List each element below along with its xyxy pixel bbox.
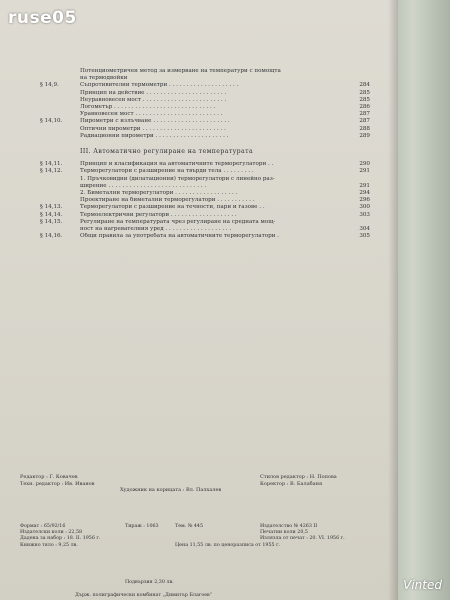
toc-page-number: 305 bbox=[359, 233, 370, 240]
toc-entry bbox=[40, 118, 370, 125]
imprint-cell: Излязла от печат : 20. VI. 1956 г. bbox=[260, 536, 345, 542]
toc-title: Логометър . . . . . . . . . . . . . . . . . . . . . . . . . . . . . bbox=[80, 104, 216, 111]
style-editor: Стилов редактор : Н. Попова bbox=[260, 474, 337, 480]
toc-entry bbox=[40, 219, 370, 226]
toc-page-number: 289 bbox=[359, 132, 370, 139]
imprint-cell: Тем. № 445 bbox=[175, 524, 204, 529]
toc-title: Проектиране на биметални терморегулатори . . . . . . . . . . . bbox=[80, 197, 255, 204]
imprint-cell: Издателство № 4263 II bbox=[260, 524, 318, 529]
toc-title: Общи правила за употребата на автоматичните терморегулатори . bbox=[80, 233, 279, 240]
imprint bbox=[20, 524, 370, 549]
toc-section-number: § 14,9. bbox=[40, 82, 59, 89]
toc-page-number: 291 bbox=[359, 168, 370, 175]
credits bbox=[20, 474, 360, 494]
toc-page-number: 288 bbox=[359, 125, 370, 132]
toc-title: Терморегулатори с разширение на течности, пари и газове . . bbox=[80, 204, 265, 211]
toc-section-number: § 14,11. bbox=[40, 161, 63, 168]
toc-title: 2. Биметални терморегулатори . . . . . . . . . . . . . . . . . . bbox=[80, 190, 238, 197]
toc-page-number: 304 bbox=[359, 226, 370, 233]
toc-title: Радиационни пирометри . . . . . . . . . . . . . . . . . . . . . bbox=[80, 132, 229, 139]
printer-line: Държ. полиграфически комбинат „Димитър Благоев“ bbox=[75, 593, 213, 598]
toc-title: на термодвойки bbox=[80, 75, 128, 82]
toc-entry bbox=[40, 176, 370, 183]
tech-editor: Техн. редактор : Ив. Иванов bbox=[20, 480, 95, 487]
cover-artist: Художник на корицата : Вл. Палхалев bbox=[120, 487, 222, 493]
toc-title: Регулиране на температурата чрез регулиране на средната мощ- bbox=[80, 218, 276, 225]
toc-title: Терморегулатори с разширение на твърди тела . . . . . . . . . bbox=[80, 168, 254, 175]
toc-entry bbox=[40, 126, 370, 133]
toc-section-number: § 14,13. bbox=[40, 204, 63, 211]
imprint-cell: Книжно тяло : 9,25 лв. bbox=[20, 542, 78, 548]
toc-section-number: § 14,10. bbox=[40, 118, 63, 125]
toc-entry bbox=[40, 90, 370, 97]
imprint-cell: Формат : 65/92/16 bbox=[20, 524, 66, 529]
editor: Редактор : Г. Ковачев bbox=[20, 474, 78, 480]
toc-page-number: 287 bbox=[359, 118, 370, 125]
toc-title: 1. Пръчковидни (дилатационни) терморегулатори с линейно раз- bbox=[80, 175, 275, 182]
toc-page-number: 287 bbox=[359, 111, 370, 118]
toc-entry bbox=[40, 111, 370, 118]
book-spine bbox=[392, 0, 450, 600]
toc-entry bbox=[40, 168, 370, 175]
toc-entry bbox=[40, 133, 370, 140]
toc-page-number: 284 bbox=[359, 82, 370, 89]
toc-page-number: 296 bbox=[359, 197, 370, 204]
toc-entry bbox=[40, 233, 370, 240]
toc-title: ширение . . . . . . . . . . . . . . . . . . . . . . . . . . . . bbox=[80, 182, 207, 189]
toc-entry bbox=[40, 183, 370, 190]
section-heading: III. Автоматично регулиране на температурата bbox=[80, 148, 254, 156]
toc-title: Уравновесен мост . . . . . . . . . . . . . . . . . . . . . . . . . bbox=[80, 111, 223, 118]
toc-page-number: 286 bbox=[359, 104, 370, 111]
imprint-cell: Цена 11,55 лв. по ценоразписа от 1955 г. bbox=[175, 542, 281, 548]
toc-title: Принцип на действие . . . . . . . . . . . . . . . . . . . . . . . bbox=[80, 89, 227, 96]
toc-entry bbox=[40, 197, 370, 204]
toc-entry bbox=[40, 204, 370, 211]
proofreader: Коректор : В. Балабаня bbox=[260, 480, 323, 487]
toc-entry bbox=[40, 68, 370, 75]
toc-page-number: 300 bbox=[359, 204, 370, 211]
imprint-cell: Печатни коли 20,5 bbox=[260, 530, 308, 536]
imprint-cell: Тираж : 1063 bbox=[125, 524, 159, 529]
toc-title: Пирометри с излъчване . . . . . . . . . . . . . . . . . . . . . . bbox=[80, 118, 230, 125]
toc-entry bbox=[40, 226, 370, 233]
toc-entry bbox=[40, 104, 370, 111]
toc-entry bbox=[40, 161, 370, 168]
toc-title: Термоелектрични регулатори . . . . . . . . . . . . . . . . . . . bbox=[80, 211, 237, 218]
corner-logo: Vinted bbox=[403, 578, 442, 592]
toc-title: Принцип и класификация на автоматичните терморегулатори . . bbox=[80, 161, 274, 168]
imprint-cell: Издателски коли : 22,58 bbox=[20, 530, 83, 536]
toc-page-number: 290 bbox=[359, 161, 370, 168]
watermark: ruse05 bbox=[8, 8, 77, 28]
toc-entry bbox=[40, 97, 370, 104]
imprint-cell: Дадена за набор : 18. II. 1956 г. bbox=[20, 536, 101, 542]
toc-page-number: 291 bbox=[359, 182, 370, 189]
toc-page-number: 285 bbox=[359, 89, 370, 96]
toc-title: Съпротивителни термометри . . . . . . . . . . . . . . . . . . . . bbox=[80, 82, 239, 89]
binding-price: Подвързия 2,30 лв. bbox=[125, 580, 174, 585]
toc-title: Оптични пирометри . . . . . . . . . . . . . . . . . . . . . . . . bbox=[80, 125, 226, 132]
toc-page-number: 294 bbox=[359, 190, 370, 197]
toc-section-number: § 14,16. bbox=[40, 233, 63, 240]
toc-entry bbox=[40, 212, 370, 219]
toc-title: Неуравновесен мост . . . . . . . . . . . . . . . . . . . . . . . . bbox=[80, 96, 227, 103]
toc-title: ност на нагревателния уред . . . . . . . . . . . . . . . . . . . bbox=[80, 226, 232, 233]
toc-section-number: § 14,15. bbox=[40, 218, 63, 225]
toc-entry bbox=[40, 82, 370, 89]
toc-section-number: § 14,14. bbox=[40, 211, 63, 218]
toc-entry bbox=[40, 75, 370, 82]
toc-section-number: § 14,12. bbox=[40, 168, 63, 175]
toc-page-number: 303 bbox=[359, 211, 370, 218]
table-of-contents bbox=[40, 68, 370, 240]
toc-entry bbox=[40, 190, 370, 197]
toc-title: Потенциометричен метод за измерване на температури с помощта bbox=[80, 68, 281, 74]
toc-page-number: 285 bbox=[359, 96, 370, 103]
